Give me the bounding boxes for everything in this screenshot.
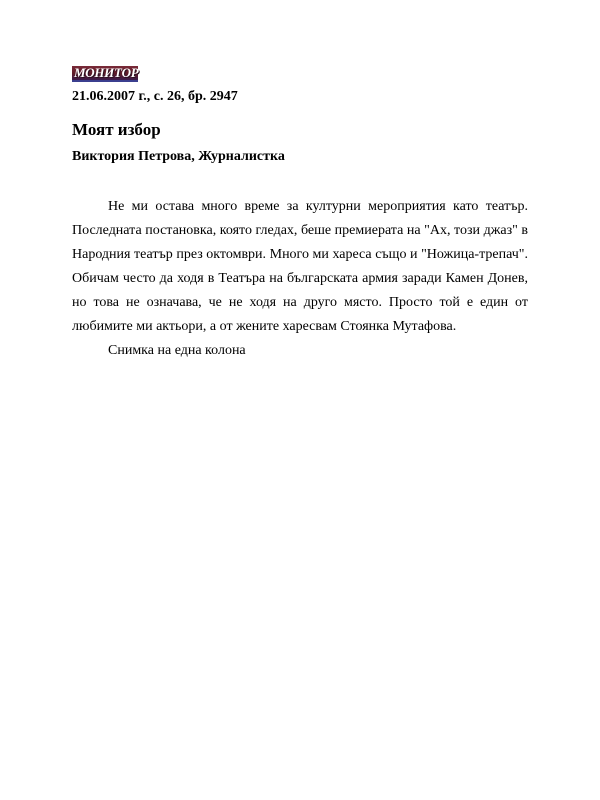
monitor-logo — [72, 66, 138, 82]
issue-line: 21.06.2007 г., с. 26, бр. 2947 — [72, 89, 238, 104]
article-paragraph: Не ми остава много време за културни мероприятия като театър. Последната постановка, която гледах, беше премиерата на "Ах, този джаз" в Народния театър през октомври. Много ми хареса също и "Ножица-трепач". Обичам често да ходя в Театъра на българската армия заради Камен Донев, но това не означава, че не ходя на друго място. Просто той е един от любимите ми актьори, а от жените харесвам Стоянка Мутафова. — [72, 199, 528, 334]
article-title: Моят избор — [72, 120, 161, 139]
logo-text: МОНИТОР — [74, 65, 139, 80]
document-page — [72, 66, 528, 363]
article-author: Виктория Петрова, Журналистка — [72, 149, 285, 164]
photo-caption: Снимка на една колона — [108, 343, 246, 358]
